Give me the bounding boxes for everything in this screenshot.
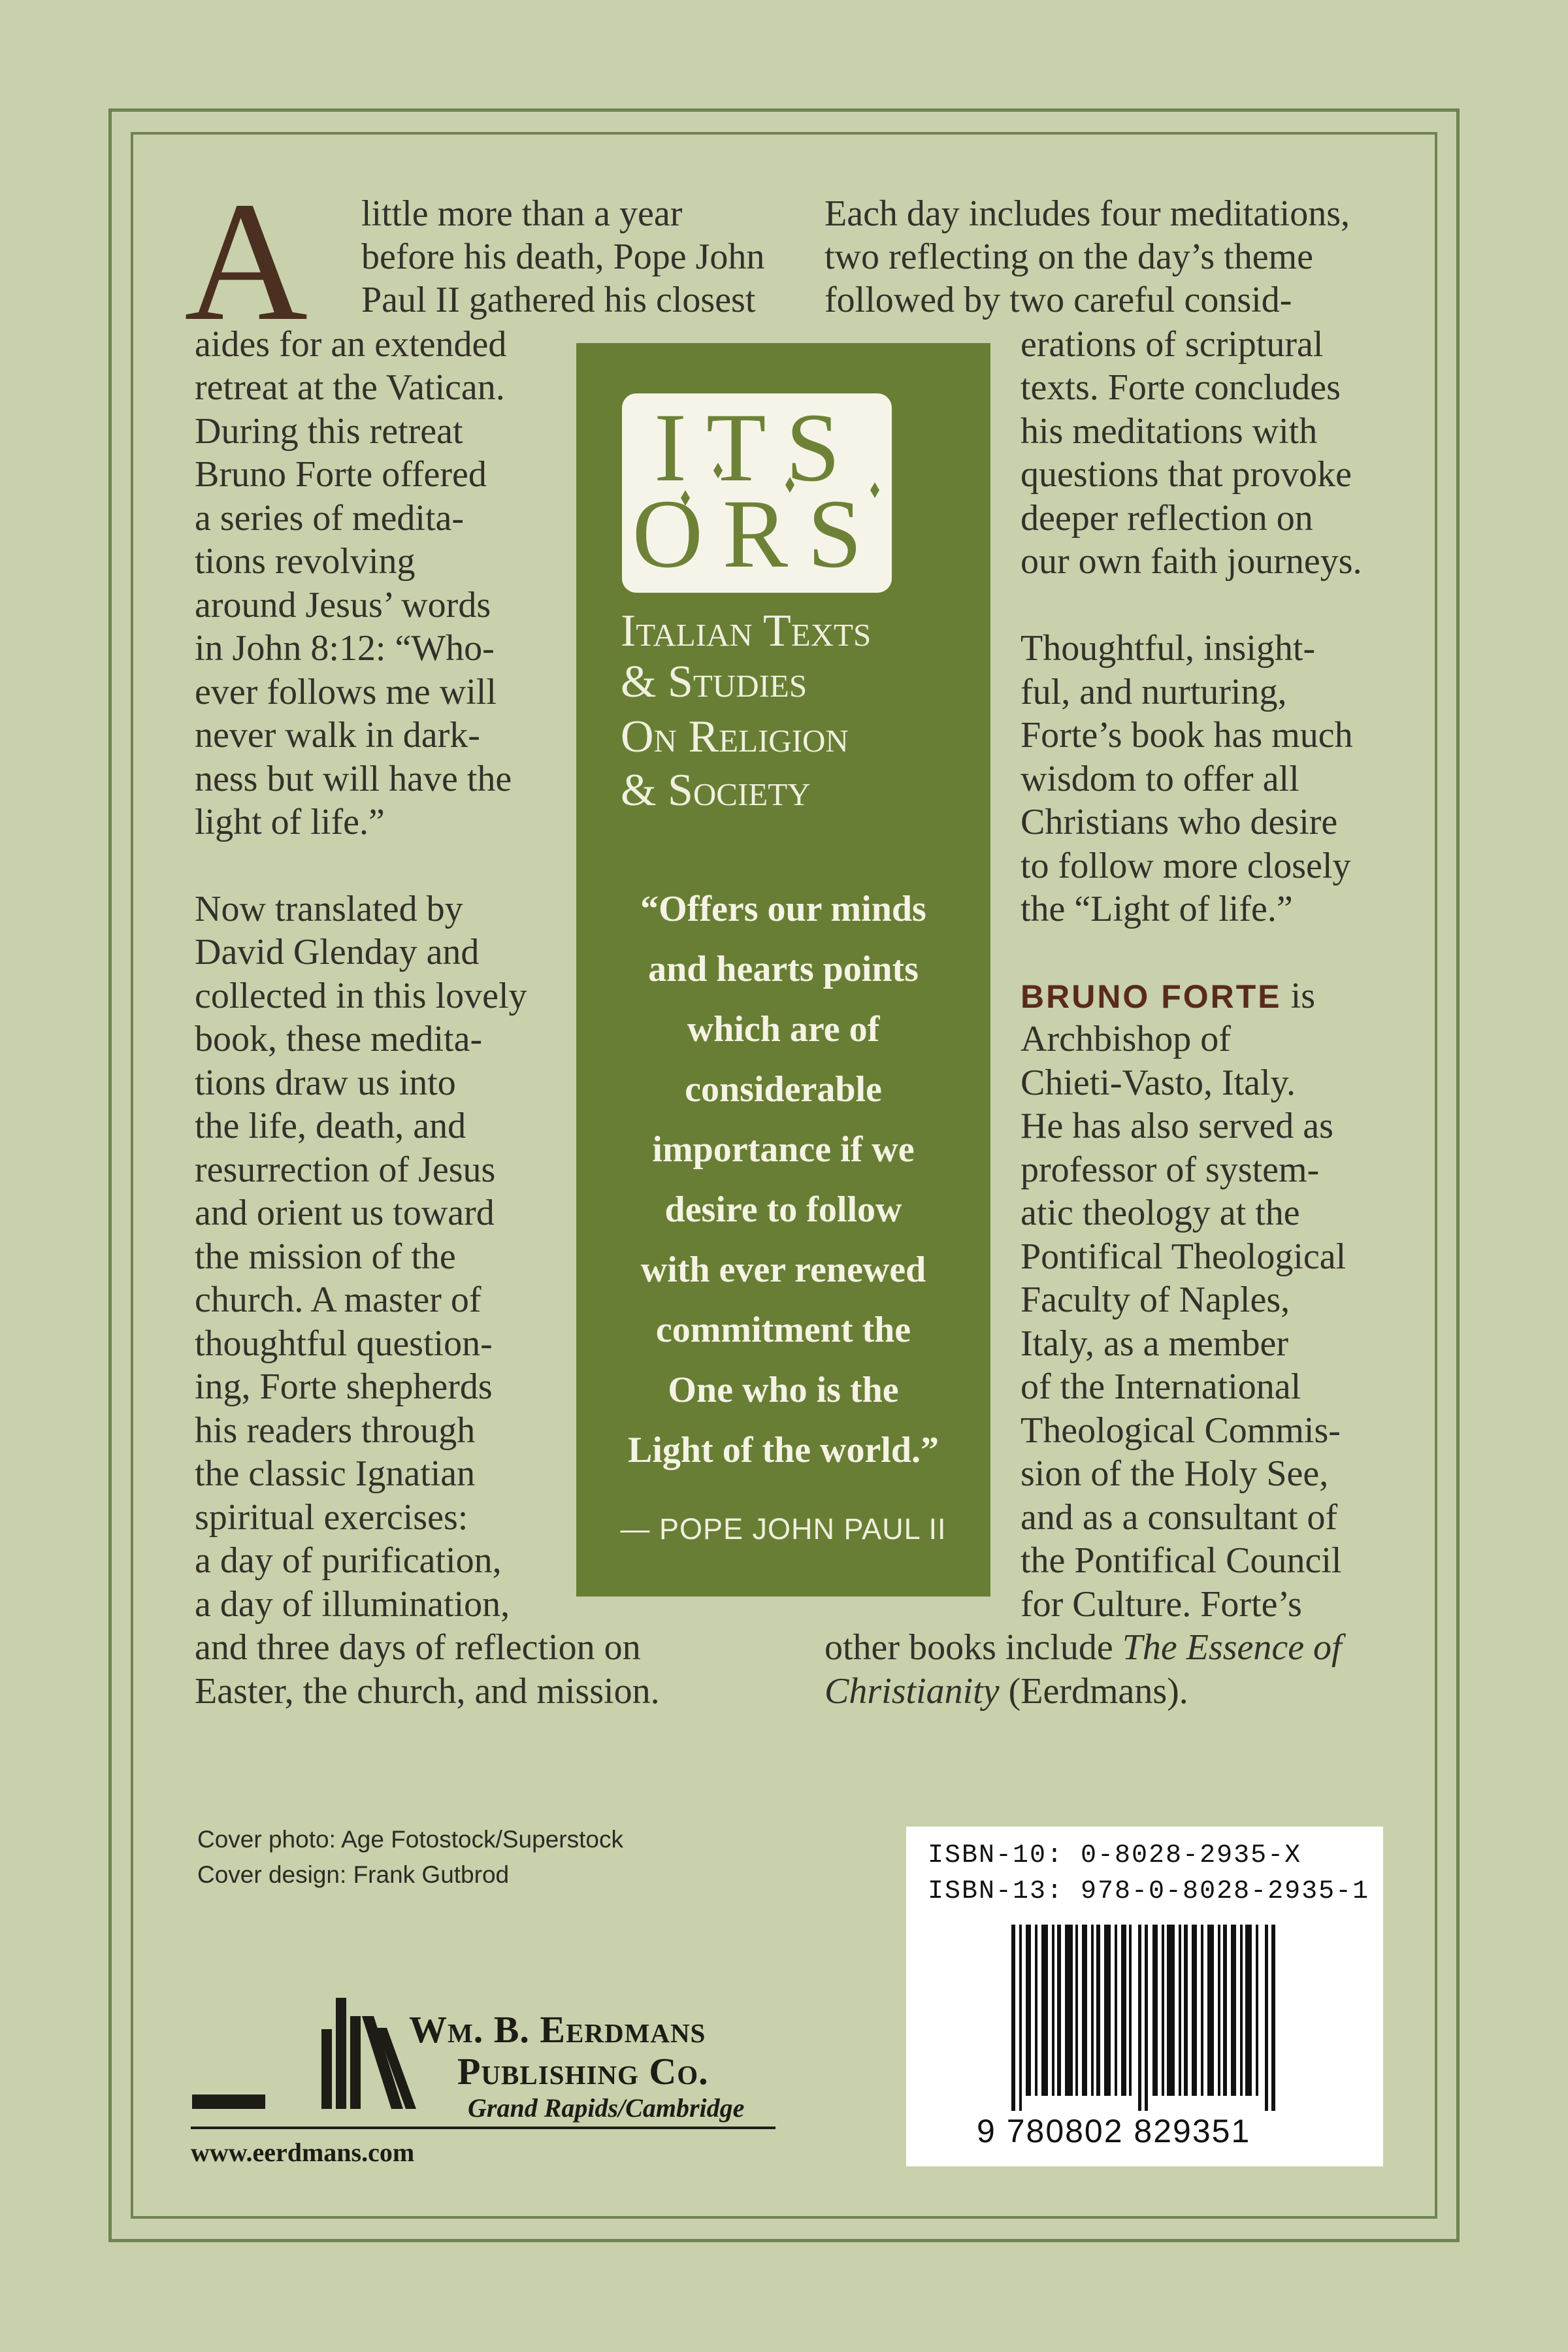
quote-line: which are of xyxy=(687,1009,880,1050)
text-line: our own faith journeys. xyxy=(1021,541,1362,582)
series-title-line: & Society xyxy=(621,765,811,816)
text-line: atic theology at the xyxy=(1021,1193,1300,1233)
quote-line: with ever renewed xyxy=(640,1250,926,1290)
quote-line: desire to follow xyxy=(664,1189,902,1230)
text-line: Italy, as a member xyxy=(1021,1323,1288,1364)
series-title-line: & Studies xyxy=(621,657,808,707)
drop-cap: A xyxy=(184,167,308,356)
quote-line: commitment the xyxy=(655,1310,911,1350)
logo-line-1: ITS xyxy=(654,393,860,502)
text-line: Forte’s book has much xyxy=(1021,715,1353,755)
barcode-bars xyxy=(1011,1925,1279,2111)
logo-bar xyxy=(321,2029,332,2109)
text-line: spiritual exercises: xyxy=(195,1497,468,1538)
text-line xyxy=(825,1670,1188,1713)
text-line: for Culture. Forte’s xyxy=(1021,1584,1302,1625)
text-line: to follow more closely xyxy=(1021,846,1351,886)
text-line: light of life.” xyxy=(195,802,385,842)
text-fragment: other books include xyxy=(825,1627,1113,1668)
text-line: in John 8:12: “Who- xyxy=(195,628,495,669)
isbn-10: ISBN-10: 0-8028-2935-X xyxy=(928,1841,1302,1870)
cover-design-credit: Cover design: Frank Gutbrod xyxy=(197,1861,510,1888)
text-line: ever follows me will xyxy=(195,672,497,712)
text-line: and three days of reflection on xyxy=(195,1627,641,1668)
publisher-website[interactable]: www.eerdmans.com xyxy=(191,2138,415,2167)
text-fragment: is xyxy=(1281,976,1316,1016)
text-line: tions revolving xyxy=(195,541,416,582)
text-line: two reflecting on the day’s theme xyxy=(825,237,1313,277)
cover-photo-credit: Cover photo: Age Fotostock/Superstock xyxy=(197,1826,623,1853)
text-line xyxy=(825,1626,1342,1669)
text-line: Bruno Forte offered xyxy=(195,454,487,495)
text-line: book, these medita- xyxy=(195,1019,483,1059)
text-line: He has also served as xyxy=(1021,1106,1333,1146)
quote-line: considerable xyxy=(685,1069,882,1110)
text-line: before his death, Pope John xyxy=(361,237,765,277)
publisher-name-line-1: Wm. B. Eerdmans xyxy=(409,2008,706,2051)
quote-line: One who is the xyxy=(668,1370,899,1410)
text-line: Thoughtful, insight- xyxy=(1021,628,1316,669)
text-line: David Glenday and xyxy=(195,932,480,972)
text-line: erations of scriptural xyxy=(1021,324,1324,365)
text-line: the Pontifical Council xyxy=(1021,1540,1342,1581)
logo-bar xyxy=(350,2016,361,2109)
series-title-line: On Religion xyxy=(621,712,849,762)
text-line: professor of system- xyxy=(1021,1150,1320,1190)
text-line: Pontifical Theological xyxy=(1021,1236,1347,1277)
text-line: texts. Forte concludes xyxy=(1021,367,1341,408)
text-fragment: (Eerdmans). xyxy=(999,1671,1188,1712)
book-title: The Essence of xyxy=(1122,1627,1342,1668)
text-line: his meditations with xyxy=(1021,411,1318,452)
quote-line: Light of the world.” xyxy=(628,1430,939,1470)
text-line: around Jesus’ words xyxy=(195,585,491,625)
text-line: church. A master of xyxy=(195,1280,482,1320)
author-name: BRUNO FORTE xyxy=(1021,978,1282,1015)
book-title: Christianity xyxy=(825,1671,1000,1712)
quote-line: and hearts points xyxy=(648,949,919,989)
text-line: questions that provoke xyxy=(1021,454,1352,495)
text-line: Chieti-Vasto, Italy. xyxy=(1021,1063,1296,1103)
text-line: During this retreat xyxy=(195,411,463,452)
quote-line: importance if we xyxy=(652,1129,915,1170)
text-line: Theological Commis- xyxy=(1021,1410,1341,1451)
text-line: ful, and nurturing, xyxy=(1021,672,1287,712)
barcode-digits: 9 780802 829351 xyxy=(977,2113,1251,2149)
logo-bar xyxy=(336,1998,346,2109)
text-line: aides for an extended xyxy=(195,324,507,365)
isbn-13: ISBN-13: 978-0-8028-2935-1 xyxy=(928,1877,1370,1906)
text-line: ness but will have the xyxy=(195,759,512,799)
text-line: Each day includes four meditations, xyxy=(825,193,1350,234)
text-line: a series of medita- xyxy=(195,498,465,538)
text-line: resurrection of Jesus xyxy=(195,1150,496,1190)
publisher-name-line-2: Publishing Co. xyxy=(457,2050,709,2093)
text-line: Now translated by xyxy=(195,889,463,929)
text-line xyxy=(1021,974,1315,1018)
text-line: sion of the Holy See, xyxy=(1021,1453,1329,1494)
text-line: Archbishop of xyxy=(1021,1019,1231,1059)
text-line: Paul II gathered his closest xyxy=(361,280,756,320)
quote-attribution: — POPE JOHN PAUL II xyxy=(620,1512,947,1546)
text-line: the life, death, and xyxy=(195,1106,466,1146)
text-line: Christians who desire xyxy=(1021,802,1338,842)
logo-line-2: ORS xyxy=(632,480,882,588)
quote-line: “Offers our minds xyxy=(640,889,926,929)
publisher-rule xyxy=(191,2127,776,2129)
text-line: Faculty of Naples, xyxy=(1021,1280,1290,1320)
text-line: little more than a year xyxy=(361,193,683,234)
logo-bar xyxy=(192,2095,265,2109)
text-line: never walk in dark- xyxy=(195,715,480,755)
text-line: ing, Forte shepherds xyxy=(195,1366,493,1407)
text-line: retreat at the Vatican. xyxy=(195,367,505,408)
series-logo xyxy=(622,393,892,593)
text-line: his readers through xyxy=(195,1410,476,1451)
text-line: a day of illumination, xyxy=(195,1584,510,1625)
text-line: the mission of the xyxy=(195,1236,456,1277)
text-line: collected in this lovely xyxy=(195,976,527,1016)
text-line: Easter, the church, and mission. xyxy=(195,1671,660,1712)
text-line: thoughtful question- xyxy=(195,1323,493,1364)
series-title-line: Italian Texts xyxy=(621,606,872,656)
text-line: and orient us toward xyxy=(195,1193,495,1233)
text-line: deeper reflection on xyxy=(1021,498,1313,538)
publisher-location: Grand Rapids/Cambridge xyxy=(468,2093,745,2123)
text-line: wisdom to offer all xyxy=(1021,759,1299,799)
text-line: followed by two careful consid- xyxy=(825,280,1292,320)
text-line: tions draw us into xyxy=(195,1063,456,1103)
text-line: the “Light of life.” xyxy=(1021,889,1293,929)
text-line: and as a consultant of xyxy=(1021,1497,1338,1538)
text-line: the classic Ignatian xyxy=(195,1453,476,1494)
text-line: a day of purification, xyxy=(195,1540,502,1581)
text-line: of the International xyxy=(1021,1366,1301,1407)
